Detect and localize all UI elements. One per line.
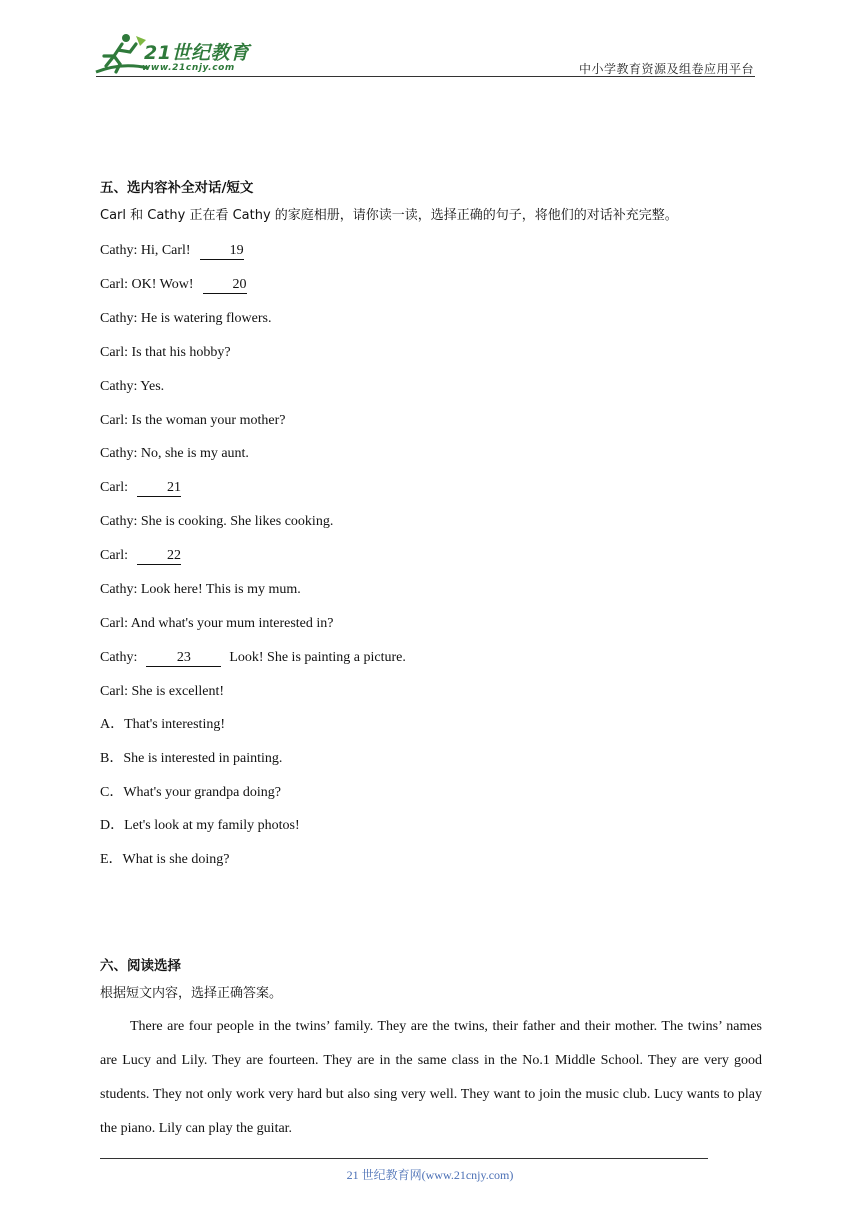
option-item: B．She is interested in painting. [100,750,283,766]
dialogue-line [100,581,301,599]
dialogue-line [100,649,406,667]
dialogue-line [100,344,231,362]
section-6-instruction: 根据短文内容，选择正确答案。 [100,986,283,1001]
dialogue-line [100,683,224,701]
dialogue-text: Carl: [100,480,128,496]
dialogue-text: Cathy: He is watering flowers. [100,310,272,326]
dialogue-text: Carl: Is the woman your mother? [100,412,286,428]
platform-name: 中小学教育资源及组卷应用平台 [578,62,754,76]
option-item: D．Let's look at my family photos! [100,818,300,834]
reading-passage: There are four people in the twins’ family. They are the twins, their father and their mother. The twins’ names are Lucy and Lily. They are fourteen. They are in the same class in the No.1 Middle School. They are very good students. They not only work very hard but also sing very well. They want to join the music club. Lucy wants to play the piano. Lily can play the guitar. [100,1019,762,1136]
dialogue-line [100,310,271,328]
dialogue-text: Carl: And what's your mum interested in? [100,615,334,631]
dialogue-text: Cathy: She is cooking. She likes cooking. [100,514,334,530]
section-6-title: 六、阅读选择 [100,958,181,974]
dialogue-line [100,276,247,294]
dialogue-line [100,615,333,633]
option-item: A．That's interesting! [100,717,225,732]
option-item: E．What is she doing? [100,852,230,868]
logo-title: 21世纪教育 [144,42,250,64]
dialogue-line [100,547,181,565]
footer-divider [100,1158,708,1159]
dialogue-line [100,445,249,463]
answer-blank[interactable]: 20 [203,277,247,294]
dialogue-text: Cathy: No, she is my aunt. [100,446,249,462]
dialogue-line [100,378,164,396]
page-header [0,0,860,80]
logo-url: www.21cnjy.com [142,63,235,73]
dialogue-text: Carl: Is that his hobby? [100,344,231,360]
dialogue-text: Carl: OK! Wow! [100,276,194,292]
dialogue-line [100,513,333,531]
dialogue-text-after: Look! She is painting a picture. [229,649,406,665]
answer-blank[interactable]: 19 [200,243,244,260]
section-5-title: 五、选内容补全对话/短文 [100,180,254,196]
site-logo [92,32,262,78]
answer-blank[interactable]: 22 [137,548,181,565]
answer-blank[interactable]: 21 [137,480,181,497]
header-divider [96,76,755,77]
footer-text: 21 世纪教育网(www.21cnjy.com) [346,1168,514,1182]
option-item: C．What's your grandpa doing? [100,784,281,800]
dialogue-text: Carl: She is excellent! [100,683,225,699]
dialogue-line [100,479,181,497]
dialogue-text: Cathy: Yes. [100,378,165,394]
section-5-instruction: Carl 和 Cathy 正在看 Cathy 的家庭相册，请你读一读，选择正确的句子，将他们的对话补充完整。 [100,208,678,223]
dialogue-text: Carl: [100,548,128,564]
dialogue-text: Cathy: [100,649,138,665]
dialogue-text: Cathy: Hi, Carl! [100,243,191,258]
dialogue-line [100,242,244,260]
dialogue-line [100,412,285,430]
answer-blank[interactable]: 23 [146,650,221,667]
dialogue-text: Cathy: Look here! This is my mum. [100,582,301,597]
